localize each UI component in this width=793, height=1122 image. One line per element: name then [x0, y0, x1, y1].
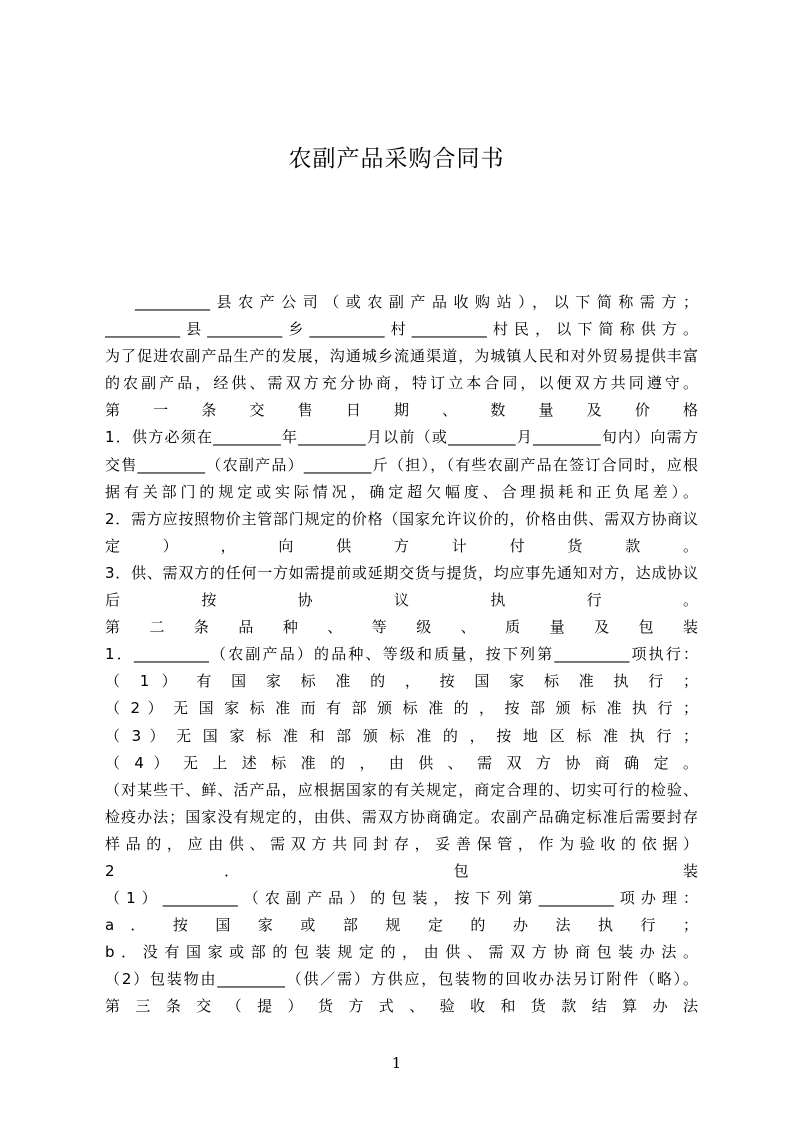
text-line: （2）包装物由_________（供／需）方供应，包装物的回收办法另订附件（略）。 [105, 970, 698, 989]
text-line: 检疫办法；国家没有规定的，由供、需双方协商确定。农副产品确定标准后需要封存 [105, 807, 698, 826]
page-number: 1 [391, 1054, 402, 1072]
text-line: __________县农产公司（或农副产品收购站），以下简称需方； [135, 293, 698, 311]
text-line: （ 2 ） 无 国 家 标 准 而 有 部 颁 标 准 的 ， 按 部 颁 标 准 执 行 ； [105, 699, 698, 718]
text-line: 为了促进农副产品生产的发展，沟通城乡流通渠道，为城镇人民和对外贸易提供丰富 [105, 347, 698, 366]
text-line: 1．供方必须在_________年_________月以前（或_________月_________旬内）向需方 [105, 428, 698, 447]
text-line: （1）__________（农副产品）的包装，按下列第__________项办理： [105, 889, 698, 908]
text-line: 交售_________（农副产品）_________斤（担），（有些农副产品在签订合同时，应根 [105, 455, 698, 474]
document-title: 农副产品采购合同书 [288, 146, 505, 172]
contract-body [105, 289, 698, 1021]
text-line: （ 4 ） 无 上 述 标 准 的 ， 由 供 、 需 双 方 协 商 确 定 。 [105, 753, 698, 772]
text-line: 样品的，应由供、需双方共同封存，妥善保管，作为验收的依据） [105, 834, 698, 853]
text-line: 定 ） ， 向 供 方 计 付 货 款 。 [105, 536, 698, 555]
text-line: 的农副产品，经供、需双方充分协商，特订立本合同，以便双方共同遵守。 [105, 374, 698, 393]
text-line: b．没有国家或部的包装规定的，由供、需双方协商包装办法。 [105, 943, 698, 962]
text-line: 1．__________（农副产品）的品种、等级和质量，按下列第__________项执行： [105, 645, 698, 664]
text-line: （ 1 ） 有 国 家 标 准 的 ， 按 国 家 标 准 执 行 ； [105, 672, 698, 691]
text-line: a ． 按 国 家 或 部 规 定 的 办 法 执 行 ； [105, 916, 698, 935]
text-line: 后 按 协 议 执 行 。 [105, 591, 698, 610]
text-line: 2．需方应按照物价主管部门规定的价格（国家允许议价的，价格由供、需双方协商议 [105, 509, 698, 528]
text-line: 2 ． 包 装 [105, 861, 698, 880]
section-heading: 第 三 条 交 （ 提 ） 货 方 式 、 验 收 和 货 款 结 算 办 法 [105, 997, 698, 1016]
section-heading: 第 一 条 交 售 日 期 、 数 量 及 价 格 [105, 401, 698, 420]
text-line: （ 3 ） 无 国 家 标 准 和 部 颁 标 准 的 ， 按 地 区 标 准 执 行 ； [105, 726, 698, 745]
text-line: 3．供、需双方的任何一方如需提前或延期交货与提货，均应事先通知对方，达成协议 [105, 563, 698, 582]
text-line: （对某些干、鲜、活产品，应根据国家的有关规定，商定合理的、切实可行的检验、 [105, 780, 698, 799]
section-heading: 第 二 条 品 种 、 等 级 、 质 量 及 包 装 [105, 618, 698, 637]
text-line: 据有关部门的规定或实际情况，确定超欠幅度、合理损耗和正负尾差）。 [105, 482, 698, 501]
text-line: __________县__________乡__________村__________村民，以下简称供方。 [105, 320, 698, 339]
